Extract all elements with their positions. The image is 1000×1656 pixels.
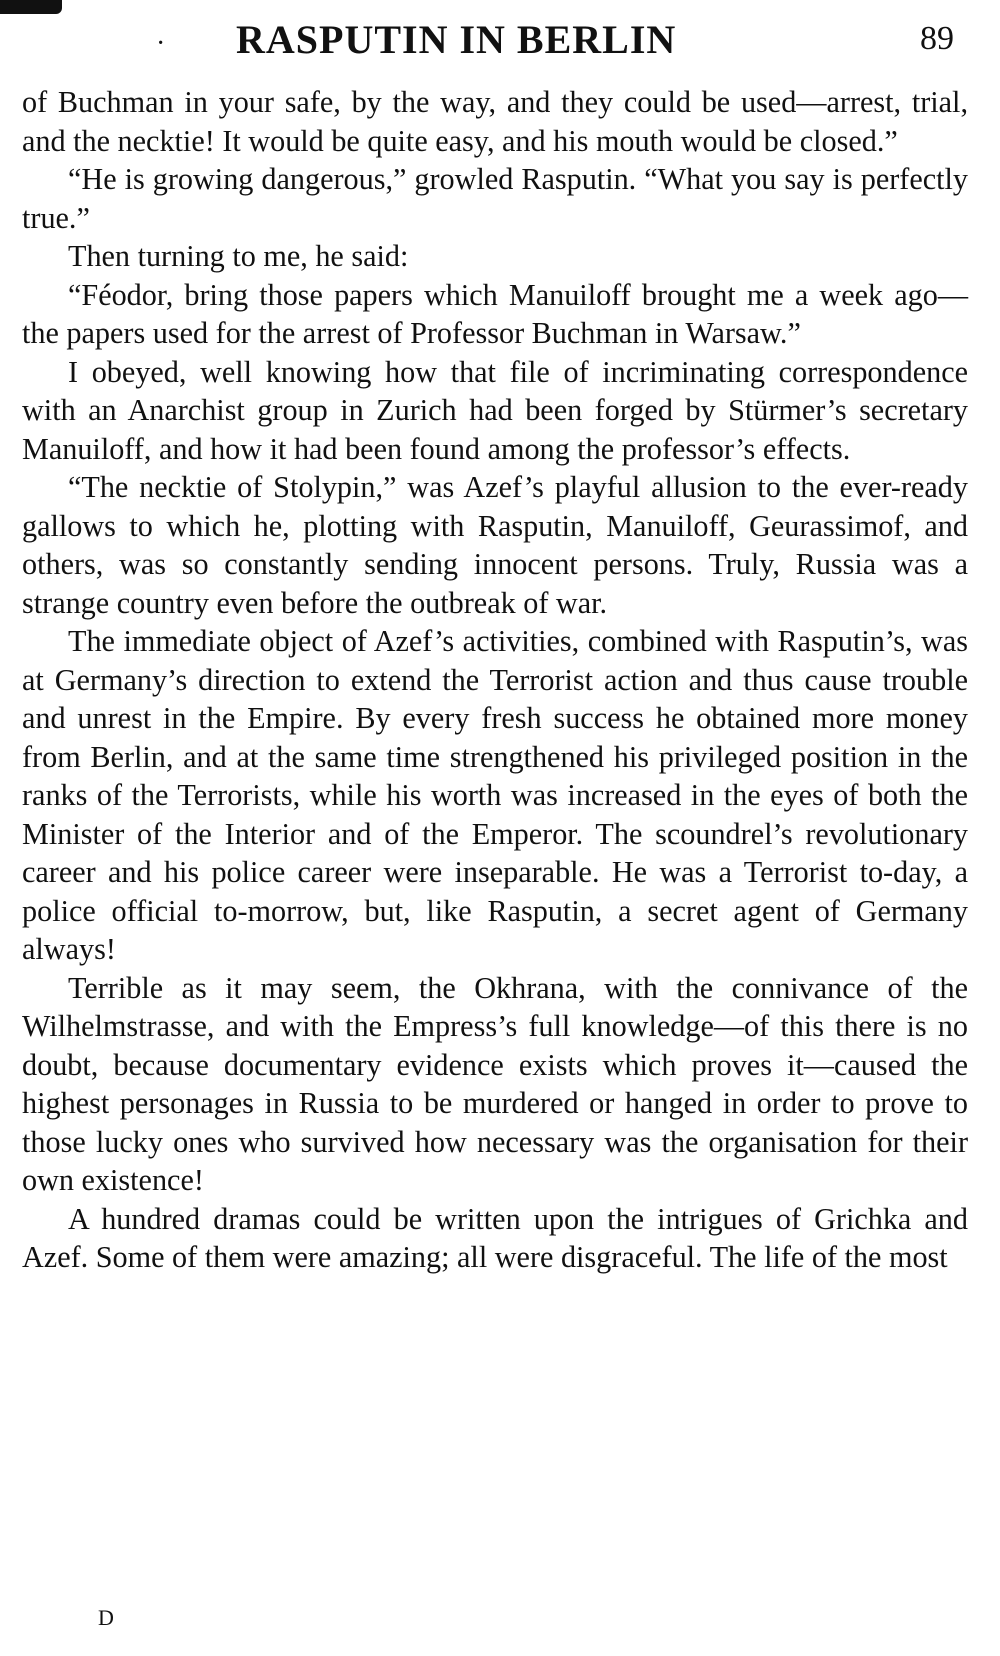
head-ornament: · bbox=[156, 28, 166, 59]
paragraph: of Buchman in your safe, by the way, and they could be used—arrest, trial, and the necktie! It would be quite easy, and his mouth would be closed.” bbox=[22, 85, 968, 158]
paragraph: I obeyed, well knowing how that file of incriminating correspondence with an Anarchist group in Zurich had been forged by Stürmer’s secretary Manuiloff, and how it had been found among the professor’s effects. bbox=[22, 354, 968, 466]
scan-ink-mark bbox=[0, 0, 62, 14]
body-text bbox=[22, 83, 968, 1277]
paragraph: “He is growing dangerous,” growled Rasputin. “What you say is perfectly true.” bbox=[22, 162, 968, 235]
paragraph: “The necktie of Stolypin,” was Azef’s playful allusion to the ever-ready gallows to which he, plotting with Rasputin, Manuiloff, Geurassimof, and others, was so constantly sending innocent persons. Truly, Russia was a strange country even before the outbreak of war. bbox=[22, 470, 968, 620]
page-number: 89 bbox=[920, 20, 954, 57]
paragraph: “Féodor, bring those papers which Manuiloff brought me a week ago—the papers used for the arrest of Professor Buchman in Warsaw.” bbox=[22, 277, 968, 350]
running-head bbox=[0, 14, 1000, 66]
signature-mark: D bbox=[98, 1605, 114, 1630]
running-title: RASPUTIN IN BERLIN bbox=[236, 17, 677, 62]
paragraph: The immediate object of Azef’s activities, combined with Rasputin’s, was at Germany’s direction to extend the Terrorist action and thus cause trouble and unrest in the Empire. By every fresh success he obtained more money from Berlin, and at the same time strengthened his privileged position in the ranks of the Terrorists, while his worth was increased in the eyes of both the Minister of the Interior and of the Emperor. The scoundrel’s revolutionary career and his police career were inseparable. He was a Terrorist to-day, a police official to-morrow, but, like Rasputin, a secret agent of Germany always! bbox=[22, 624, 968, 966]
paragraph: A hundred dramas could be written upon the intrigues of Grichka and Azef. Some of them were amazing; all were disgraceful. The life of the most bbox=[22, 1201, 968, 1274]
paragraph: Then turning to me, he said: bbox=[68, 239, 409, 273]
paragraph: Terrible as it may seem, the Okhrana, with the connivance of the Wilhelmstrasse, and with the Empress’s full knowledge—of this there is no doubt, because documentary evidence exists which proves it—caused the highest personages in Russia to be murdered or hanged in order to prove to those lucky ones who survived how necessary was the organisation for their own existence! bbox=[22, 970, 968, 1197]
